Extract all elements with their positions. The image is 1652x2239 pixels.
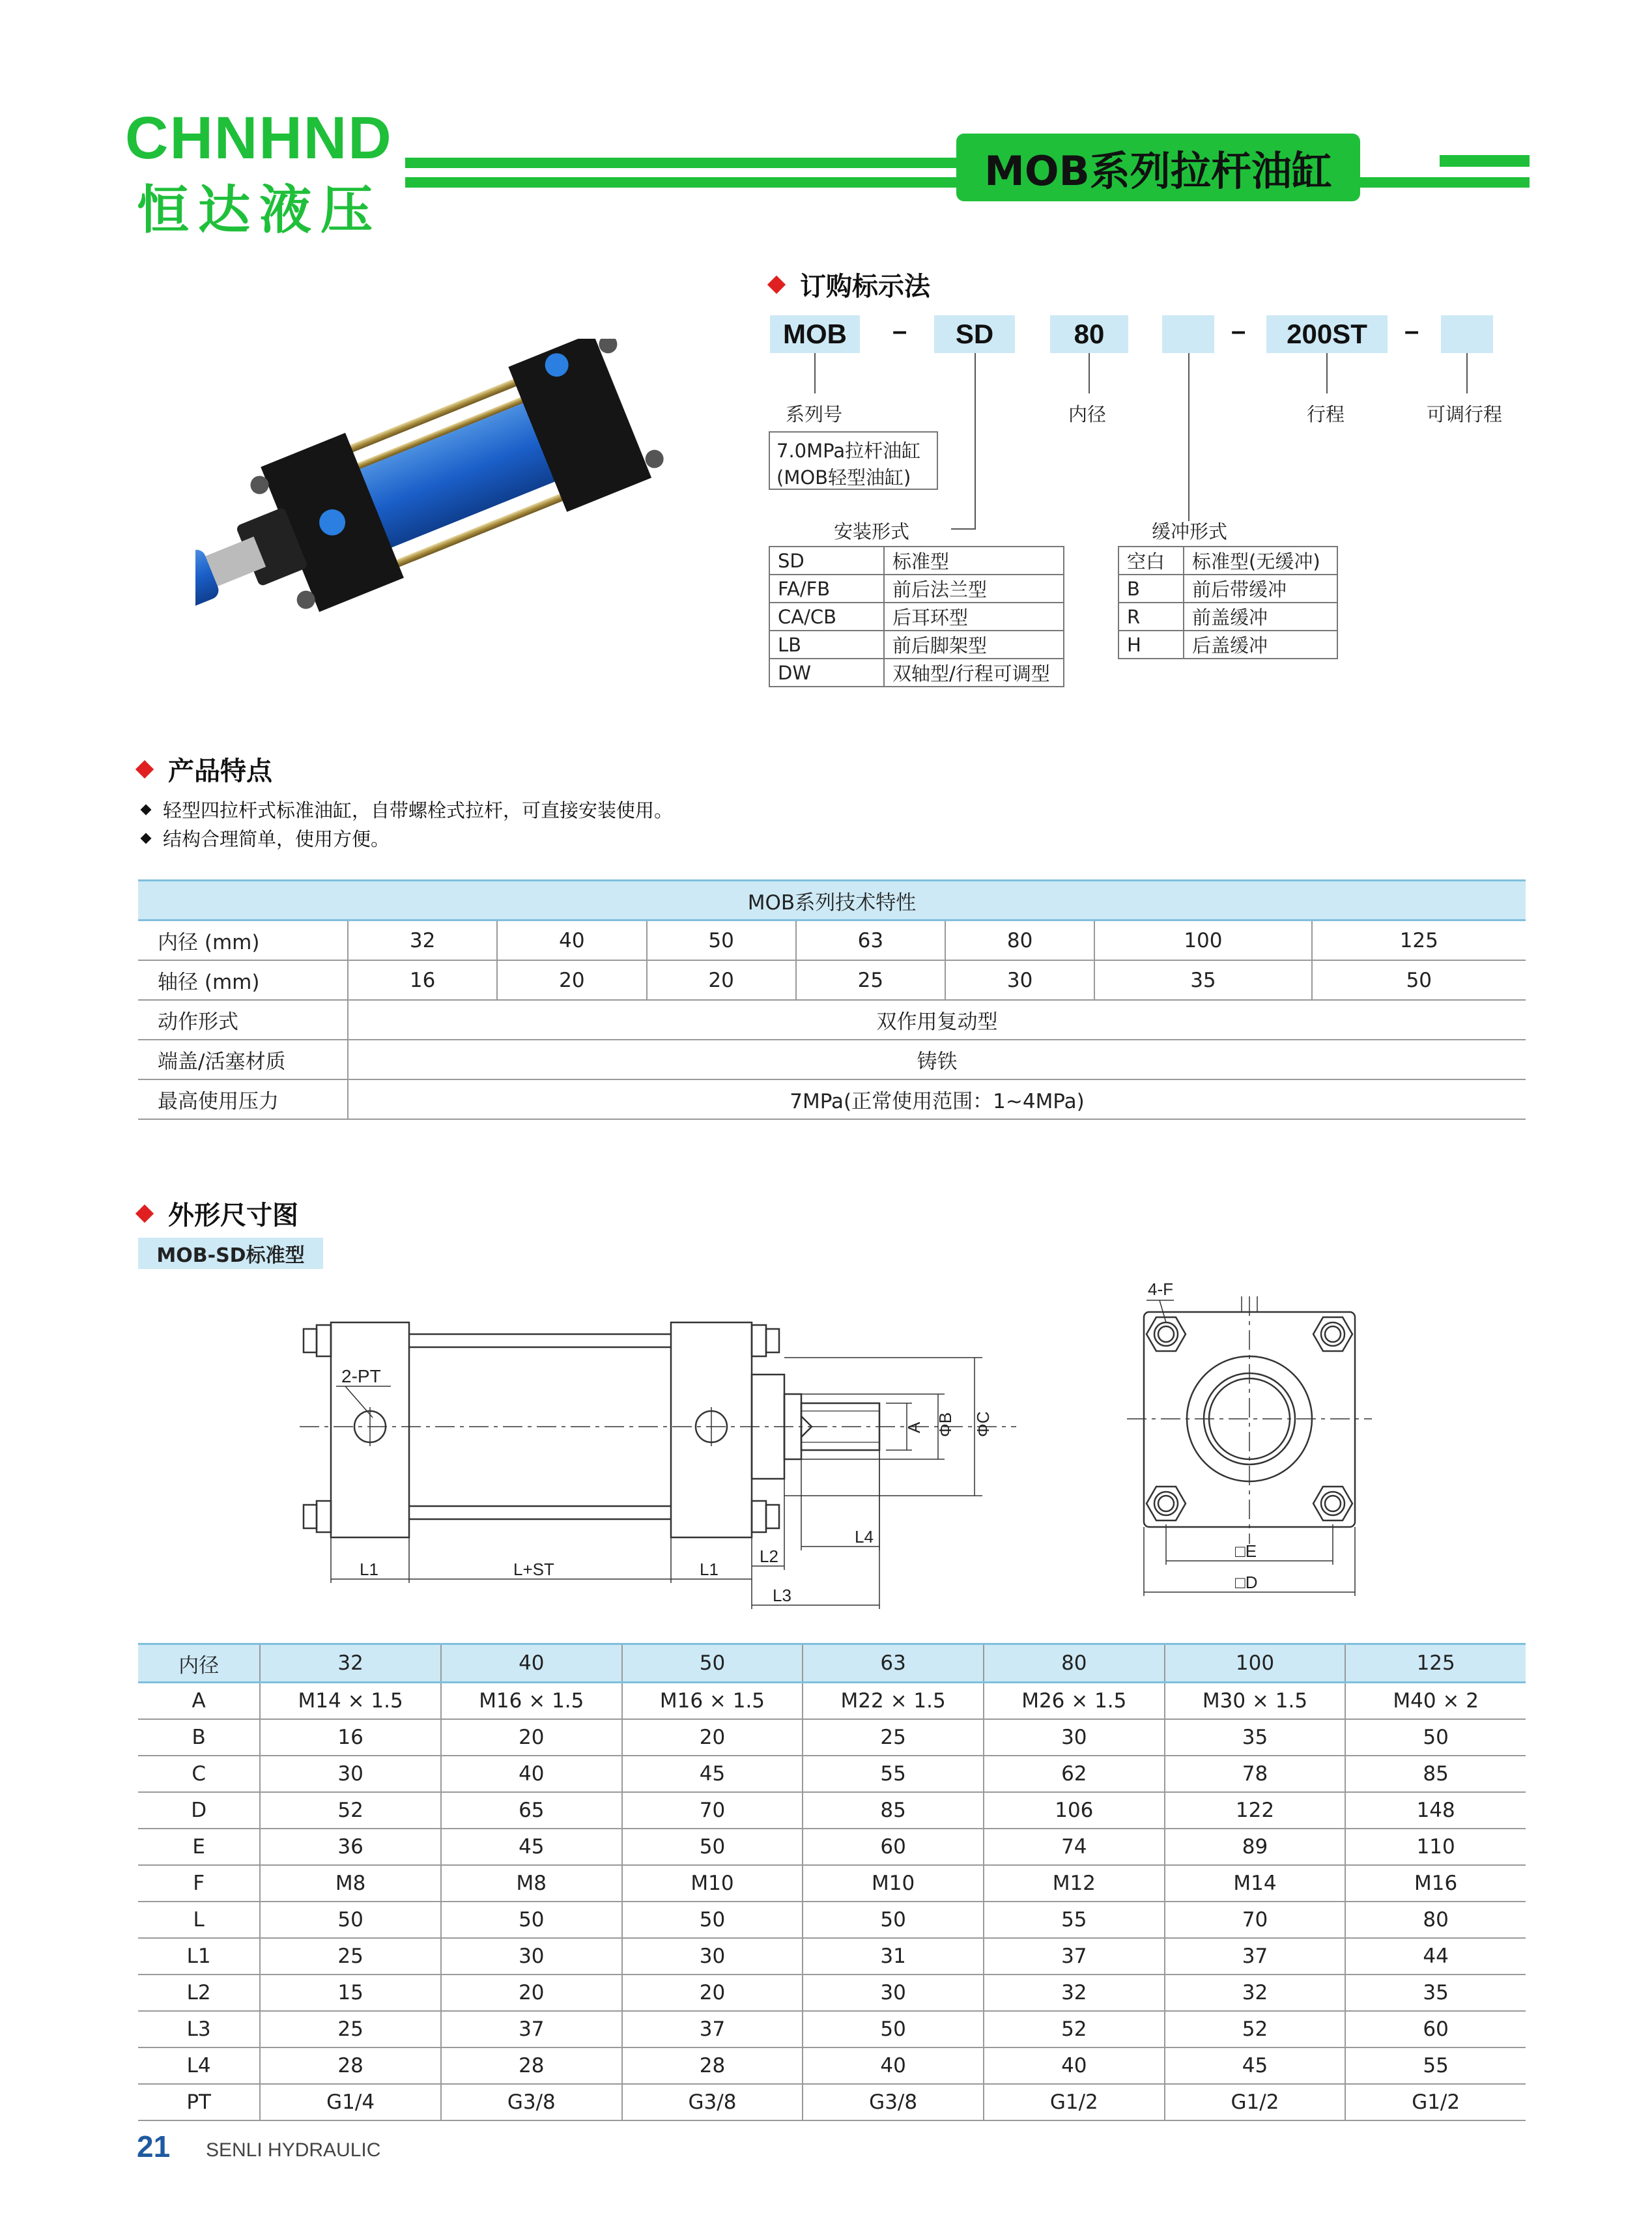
dim-cell: 50 [803, 1902, 984, 1938]
dim-cell: 36 [260, 1829, 441, 1865]
feature-text-1: 轻型四拉杆式标准油缸，自带螺栓式拉杆，可直接安装使用。 [163, 799, 674, 821]
dim-cell: 16 [260, 1719, 441, 1756]
dim-cell: 106 [984, 1792, 1165, 1829]
header-bar-top [405, 158, 958, 168]
dim-cell: 52 [1165, 2011, 1346, 2047]
dim-cell: 148 [1345, 1792, 1526, 1829]
dim-cell: 85 [803, 1792, 984, 1829]
dim-cell: G3/8 [441, 2084, 622, 2120]
spec-cell: 35 [1094, 960, 1311, 1000]
spec-label: 最高使用压力 [138, 1079, 348, 1119]
logo-chinese: 恒达液压 [137, 180, 382, 240]
dim-cell: 28 [441, 2047, 622, 2084]
dim-cell: M16 [1345, 1865, 1526, 1902]
dim-row [138, 1902, 1526, 1938]
dim-cell: 30 [441, 1938, 622, 1975]
spec-row-rod [138, 960, 1526, 1000]
label-stroke: 行程 [1307, 403, 1345, 425]
label-d: □D [1235, 1573, 1258, 1592]
dim-row-label: L1 [138, 1938, 260, 1975]
dim-row-label: L3 [138, 2011, 260, 2047]
dimensions-heading-text: 外形尺寸图 [168, 1201, 298, 1231]
mount-desc: 双轴型/行程可调型 [884, 659, 1064, 687]
dim-cell: 37 [441, 2011, 622, 2047]
dim-row-label: E [138, 1829, 260, 1865]
code-stroke: 200ST [1266, 315, 1388, 353]
mount-desc: 标准型 [884, 547, 1064, 575]
dim-cell: M8 [260, 1865, 441, 1902]
dim-cell: 37 [984, 1938, 1165, 1975]
dim-cell: 55 [984, 1902, 1165, 1938]
dim-cell: 35 [1165, 1719, 1346, 1756]
label-l1: L1 [360, 1560, 378, 1579]
dim-row [138, 2011, 1526, 2047]
dim-cell: 37 [622, 2011, 803, 2047]
dim-cell: 62 [984, 1756, 1165, 1792]
cushion-desc: 后盖缓冲 [1184, 631, 1337, 659]
dim-cell: 65 [441, 1792, 622, 1829]
dimensions-heading [138, 1195, 298, 1232]
label-a: A [904, 1421, 924, 1433]
dim-cell: G3/8 [622, 2084, 803, 2120]
spec-cell: 125 [1312, 920, 1526, 961]
dim-cell: 40 [441, 1756, 622, 1792]
mount-table [769, 546, 1064, 687]
spec-cell: 双作用复动型 [348, 1000, 1526, 1040]
line-mount [975, 353, 976, 529]
spec-label: 轴径 (mm) [138, 960, 348, 1000]
dim-cell: M16 × 1.5 [441, 1683, 622, 1720]
dim-header-cell: 80 [984, 1644, 1165, 1683]
dim-cell: 52 [260, 1792, 441, 1829]
diamond-icon [135, 760, 154, 778]
spec-cell: 40 [497, 920, 646, 961]
cushion-table [1118, 546, 1338, 659]
cushion-row [1118, 547, 1337, 575]
model-tag: MOB-SD标准型 [138, 1238, 323, 1269]
dim-cell: 55 [1345, 2047, 1526, 2084]
spec-cell: 30 [945, 960, 1094, 1000]
spec-cell: 100 [1094, 920, 1311, 961]
mount-row [769, 603, 1064, 631]
spec-row-material [138, 1040, 1526, 1079]
dim-row-label: B [138, 1719, 260, 1756]
page-title: MOB系列拉杆油缸 [956, 134, 1360, 201]
dim-cell: 30 [260, 1756, 441, 1792]
dim-cell: 89 [1165, 1829, 1346, 1865]
dim-cell: 20 [441, 1975, 622, 2011]
dim-cell: 55 [803, 1756, 984, 1792]
label-l1-front: L1 [700, 1560, 719, 1579]
line-mount-h [951, 528, 976, 530]
dim-cell: 70 [622, 1792, 803, 1829]
code-cushion [1162, 315, 1214, 353]
cylinder-photo [195, 339, 704, 625]
bullet-icon [141, 833, 152, 844]
label-cushion: 缓冲形式 [1152, 521, 1228, 543]
dim-header-cell: 内径 [138, 1644, 260, 1683]
dim-cell: M40 × 2 [1345, 1683, 1526, 1720]
feature-item-2 [138, 825, 390, 851]
page-number: 21 [137, 2130, 171, 2163]
dim-row-label: L4 [138, 2047, 260, 2084]
dimension-table [138, 1643, 1526, 2121]
spec-cell: 铸铁 [348, 1040, 1526, 1079]
dim-header-row [138, 1644, 1526, 1683]
features-heading [138, 750, 272, 788]
dim-cell: M30 × 1.5 [1165, 1683, 1346, 1720]
dim-cell: 37 [1165, 1938, 1346, 1975]
dim-cell: 25 [260, 1938, 441, 1975]
dim-cell: 32 [984, 1975, 1165, 2011]
line-cushion [1188, 353, 1189, 521]
mount-code: CA/CB [769, 603, 884, 631]
label-series: 系列号 [786, 403, 843, 425]
dim-cell: G1/2 [1165, 2084, 1346, 2120]
cushion-row [1118, 575, 1337, 603]
label-lst: L+ST [513, 1560, 554, 1579]
dim-cell: 28 [260, 2047, 441, 2084]
cushion-row [1118, 631, 1337, 659]
features-heading-text: 产品特点 [168, 756, 272, 786]
dim-cell: M12 [984, 1865, 1165, 1902]
spec-cell: 50 [1312, 960, 1526, 1000]
header-bar-right [1440, 155, 1530, 167]
dim-cell: 74 [984, 1829, 1165, 1865]
line-stroke [1326, 353, 1328, 393]
dim-header-cell: 50 [622, 1644, 803, 1683]
dim-cell: 60 [1345, 2011, 1526, 2047]
code-adjustable [1441, 315, 1493, 353]
mount-row [769, 547, 1064, 575]
dim-cell: 78 [1165, 1756, 1346, 1792]
dim-cell: M16 × 1.5 [622, 1683, 803, 1720]
spec-title-row [138, 881, 1526, 920]
dim-cell: 50 [622, 1829, 803, 1865]
dim-cell: 20 [622, 1719, 803, 1756]
label-e: □E [1235, 1541, 1257, 1561]
dim-header-cell: 125 [1345, 1644, 1526, 1683]
ordering-heading [770, 266, 930, 303]
dim-row-label: L [138, 1902, 260, 1938]
spec-row-pressure [138, 1079, 1526, 1119]
spec-cell: 63 [796, 920, 945, 961]
label-bore: 内径 [1068, 403, 1107, 425]
dim-cell: 70 [1165, 1902, 1346, 1938]
dim-cell: 50 [260, 1902, 441, 1938]
dim-cell: G1/4 [260, 2084, 441, 2120]
dim-row-label: D [138, 1792, 260, 1829]
spec-cell: 32 [348, 920, 497, 961]
dim-header-cell: 32 [260, 1644, 441, 1683]
feature-item-1 [138, 796, 673, 823]
label-2pt: 2-PT [341, 1366, 381, 1386]
dim-cell: 20 [622, 1975, 803, 2011]
dim-header-cell: 40 [441, 1644, 622, 1683]
label-adjustable: 可调行程 [1427, 403, 1503, 425]
dim-cell: 32 [1165, 1975, 1346, 2011]
cushion-code: 空白 [1118, 547, 1184, 575]
dim-row [138, 2047, 1526, 2084]
diamond-icon [767, 275, 786, 293]
dim-cell: 30 [803, 1975, 984, 2011]
spec-cell: 7MPa(正常使用范围：1~4MPa) [348, 1079, 1526, 1119]
dim-cell: M14 [1165, 1865, 1346, 1902]
line-series [814, 353, 816, 393]
code-series: MOB [770, 315, 860, 353]
dim-row [138, 1719, 1526, 1756]
code-dash-2: – [1231, 317, 1246, 345]
spec-cell: 80 [945, 920, 1094, 961]
dim-row [138, 1829, 1526, 1865]
dim-cell: M26 × 1.5 [984, 1683, 1165, 1720]
dim-cell: G1/2 [1345, 2084, 1526, 2120]
dim-row-label: C [138, 1756, 260, 1792]
dim-cell: M10 [622, 1865, 803, 1902]
mount-code: FA/FB [769, 575, 884, 603]
mount-desc: 后耳环型 [884, 603, 1064, 631]
series-desc-line2: (MOB轻型油缸) [776, 466, 911, 489]
dim-cell: 30 [984, 1719, 1165, 1756]
logo-english: CHNHND [125, 105, 393, 171]
mount-row [769, 631, 1064, 659]
dim-header-cell: 63 [803, 1644, 984, 1683]
code-dash-3: – [1404, 317, 1419, 345]
spec-label: 动作形式 [138, 1000, 348, 1040]
dim-row [138, 1792, 1526, 1829]
spec-cell: 20 [647, 960, 796, 1000]
spec-cell: 50 [647, 920, 796, 961]
dim-cell: 35 [1345, 1975, 1526, 2011]
spec-label: 端盖/活塞材质 [138, 1040, 348, 1079]
side-view-drawing [287, 1296, 1055, 1616]
dim-cell: 50 [1345, 1719, 1526, 1756]
spec-row-action [138, 1000, 1526, 1040]
spec-row-bore [138, 920, 1526, 961]
dim-row-label: PT [138, 2084, 260, 2120]
spec-label: 内径 (mm) [138, 920, 348, 961]
cushion-code: R [1118, 603, 1184, 631]
label-mount: 安装形式 [834, 521, 910, 543]
dim-cell: 40 [984, 2047, 1165, 2084]
dim-cell: 31 [803, 1938, 984, 1975]
dim-cell: 45 [1165, 2047, 1346, 2084]
dim-cell: 45 [441, 1829, 622, 1865]
end-view-drawing [1127, 1270, 1374, 1609]
dim-row [138, 1683, 1526, 1720]
dim-cell: 44 [1345, 1938, 1526, 1975]
footer-company: SENLI HYDRAULIC [206, 2139, 381, 2161]
bullet-icon [141, 804, 152, 815]
dim-cell: 25 [260, 2011, 441, 2047]
label-l3: L3 [773, 1586, 791, 1605]
label-b: ΦB [935, 1412, 955, 1437]
label-l4: L4 [855, 1527, 874, 1547]
dim-row [138, 1756, 1526, 1792]
code-bore: 80 [1050, 315, 1128, 353]
dim-cell: 15 [260, 1975, 441, 2011]
code-dash-1: – [892, 317, 907, 345]
dim-cell: 40 [803, 2047, 984, 2084]
dim-row [138, 2084, 1526, 2120]
cushion-code: B [1118, 575, 1184, 603]
label-4f: 4-F [1148, 1279, 1173, 1299]
mount-code: LB [769, 631, 884, 659]
feature-text-2: 结构合理简单，使用方便。 [163, 828, 390, 850]
mount-desc: 前后法兰型 [884, 575, 1064, 603]
dim-cell: M22 × 1.5 [803, 1683, 984, 1720]
series-desc-box [769, 431, 938, 490]
dim-header-cell: 100 [1165, 1644, 1346, 1683]
mount-desc: 前后脚架型 [884, 631, 1064, 659]
dim-cell: 28 [622, 2047, 803, 2084]
mount-code: DW [769, 659, 884, 687]
dim-cell: 110 [1345, 1829, 1526, 1865]
dim-cell: 80 [1345, 1902, 1526, 1938]
dim-cell: 30 [622, 1938, 803, 1975]
dim-cell: 20 [441, 1719, 622, 1756]
spec-title: MOB系列技术特性 [138, 881, 1526, 920]
spec-cell: 20 [497, 960, 646, 1000]
cushion-desc: 前盖缓冲 [1184, 603, 1337, 631]
label-c: ΦC [973, 1411, 993, 1437]
spec-cell: 25 [796, 960, 945, 1000]
dim-cell: M14 × 1.5 [260, 1683, 441, 1720]
dim-row [138, 1975, 1526, 2011]
cushion-desc: 标准型(无缓冲) [1184, 547, 1337, 575]
dim-row-label: L2 [138, 1975, 260, 2011]
spec-table [138, 879, 1526, 1120]
dim-row [138, 1938, 1526, 1975]
dim-cell: M10 [803, 1865, 984, 1902]
dim-row-label: F [138, 1865, 260, 1902]
dim-cell: 45 [622, 1756, 803, 1792]
ordering-heading-text: 订购标示法 [800, 272, 930, 302]
cushion-row [1118, 603, 1337, 631]
dim-cell: 122 [1165, 1792, 1346, 1829]
dim-cell: 52 [984, 2011, 1165, 2047]
dim-row [138, 1865, 1526, 1902]
diamond-icon [135, 1204, 154, 1222]
dim-cell: G1/2 [984, 2084, 1165, 2120]
spec-cell: 16 [348, 960, 497, 1000]
dim-cell: 50 [441, 1902, 622, 1938]
dim-cell: 25 [803, 1719, 984, 1756]
code-mount: SD [934, 315, 1015, 353]
dim-cell: 60 [803, 1829, 984, 1865]
mount-row [769, 575, 1064, 603]
dim-row-label: A [138, 1683, 260, 1720]
cushion-code: H [1118, 631, 1184, 659]
dim-cell: 50 [803, 2011, 984, 2047]
series-desc-line1: 7.0MPa拉杆油缸 [776, 440, 921, 462]
line-bore [1089, 353, 1090, 393]
mount-code: SD [769, 547, 884, 575]
dim-cell: G3/8 [803, 2084, 984, 2120]
label-l2: L2 [760, 1547, 778, 1566]
line-adjustable [1466, 353, 1468, 393]
dim-cell: 50 [622, 1902, 803, 1938]
cushion-desc: 前后带缓冲 [1184, 575, 1337, 603]
dim-cell: M8 [441, 1865, 622, 1902]
dim-cell: 85 [1345, 1756, 1526, 1792]
mount-row [769, 659, 1064, 687]
